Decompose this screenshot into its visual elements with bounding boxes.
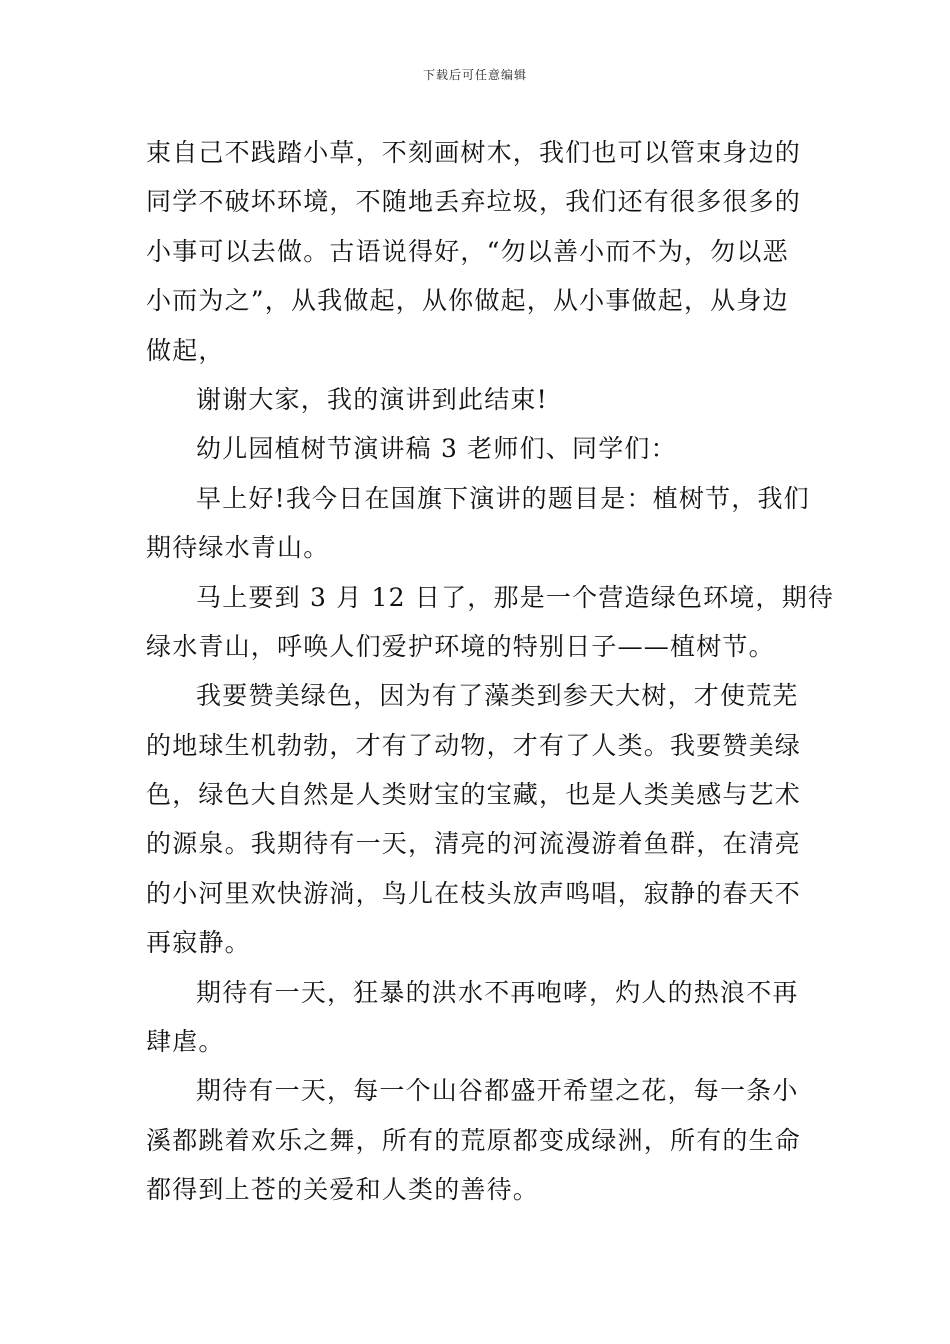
text-line: 做起， [146, 335, 225, 365]
text-line: 幼儿园植树节演讲稿 3 老师们、同学们： [196, 434, 677, 464]
text-line: 我要赞美绿色，因为有了藻类到参天大树，才使荒芜 [196, 681, 799, 711]
text-line: 色，绿色大自然是人类财宝的宝藏，也是人类美感与艺术 [146, 780, 802, 810]
text-line: 马上要到 3 月 12 日了，那是一个营造绿色环境，期待 [196, 582, 835, 612]
text-line: 谢谢大家，我的演讲到此结束! [196, 384, 548, 414]
text-line: 期待绿水青山。 [146, 533, 330, 563]
text-line: 再寂静。 [146, 928, 251, 958]
text-line: 都得到上苍的关爱和人类的善待。 [146, 1175, 540, 1205]
text-line: 期待有一天，狂暴的洪水不再咆哮，灼人的热浪不再 [196, 977, 799, 1007]
document-body [146, 128, 835, 1215]
text-line: 同学不破坏环境，不随地丢弃垃圾，我们还有很多很多的 [146, 187, 802, 217]
text-line: 早上好!我今日在国旗下演讲的题目是：植树节，我们 [196, 483, 810, 513]
text-line: 的地球生机勃勃，才有了动物，才有了人类。我要赞美绿 [146, 730, 802, 760]
text-line: 束自己不践踏小草，不刻画树木，我们也可以管束身边的 [146, 138, 802, 167]
text-line: 小而为之”，从我做起，从你做起，从小事做起，从身边 [146, 286, 789, 316]
text-line: 期待有一天，每一个山谷都盛开希望之花，每一条小 [196, 1076, 799, 1106]
text-line: 小事可以去做。古语说得好，“勿以善小而不为，勿以恶 [146, 236, 789, 266]
text-line: 肆虐。 [146, 1027, 225, 1057]
text-line: 绿水青山，呼唤人们爱护环境的特别日子——植树节。 [146, 631, 775, 661]
text-line: 溪都跳着欢乐之舞，所有的荒原都变成绿洲，所有的生命 [146, 1125, 802, 1155]
header-note: 下载后可任意编辑 [422, 68, 527, 82]
text-line: 的小河里欢快游淌，鸟儿在枝头放声鸣唱，寂静的春天不 [146, 878, 802, 908]
text-line: 的源泉。我期待有一天，清亮的河流漫游着鱼群，在清亮 [146, 829, 802, 859]
